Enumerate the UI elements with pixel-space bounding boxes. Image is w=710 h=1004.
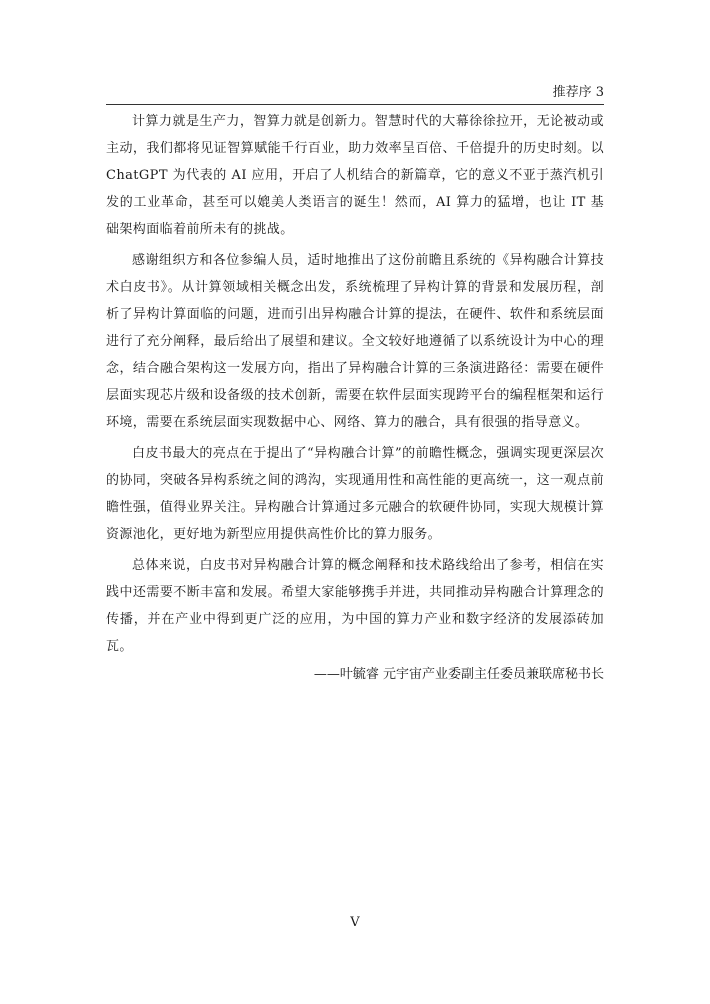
body-text xyxy=(106,108,604,688)
running-header-title: 推荐序 3 xyxy=(552,85,604,100)
paragraph-4: 总体来说，白皮书对异构融合计算的概念阐释和技术路线给出了参考，相信在实践中还需要不断丰富和发展。希望大家能够携手并进，共同推动异构融合计算理念的传播，并在产业中得到更广泛的应用，为中国的算力产业和数字经济的发展添砖加瓦。 xyxy=(106,558,604,654)
paragraph-3: 白皮书最大的亮点在于提出了“异构融合计算”的前瞻性概念，强调实现更深层次的协同，突破各异构系统之间的鸿沟，实现通用性和高性能的更高统一，这一观点前瞻性强，值得业界关注。异构融合计算通过多元融合的软硬件协同，实现大规模计算资源池化，更好地为新型应用提供高性价比的算力服务。 xyxy=(106,446,604,542)
author-signature: ——叶毓睿 元宇宙产业委副主任委员兼联席秘书长 xyxy=(313,667,604,682)
paragraph-1: 计算力就是生产力，智算力就是创新力。智慧时代的大幕徐徐拉开，无论被动或主动，我们都将见证智算赋能千行百业，助力效率呈百倍、千倍提升的历史时刻。以 ChatGPT 为代表的 AI 应用，开启了人机结合的新篇章，它的意义不亚于蒸汽机引发的工业革命，甚至可以媲美人类语言的诞生！然而，AI 算力的猛增，也让 IT 基础架构面临着前所未有的挑战。 xyxy=(106,114,604,237)
page-number: V xyxy=(350,915,360,930)
header-rule xyxy=(106,104,604,105)
paragraph-2: 感谢组织方和各位参编人员，适时地推出了这份前瞻且系统的《异构融合计算技术白皮书》。从计算领域相关概念出发，系统梳理了异构计算的背景和发展历程，剖析了异构计算面临的问题，进而引出异构融合计算的提法，在硬件、软件和系统层面进行了充分阐释，最后给出了展望和建议。全文较好地遵循了以系统设计为中心的理念，结合融合架构这一发展方向，指出了异构融合计算的三条演进路径：需要在硬件层面实现芯片级和设备级的技术创新，需要在软件层面实现跨平台的编程框架和运行环境，需要在系统层面实现数据中心、网络、算力的融合，具有很强的指导意义。 xyxy=(106,253,604,430)
